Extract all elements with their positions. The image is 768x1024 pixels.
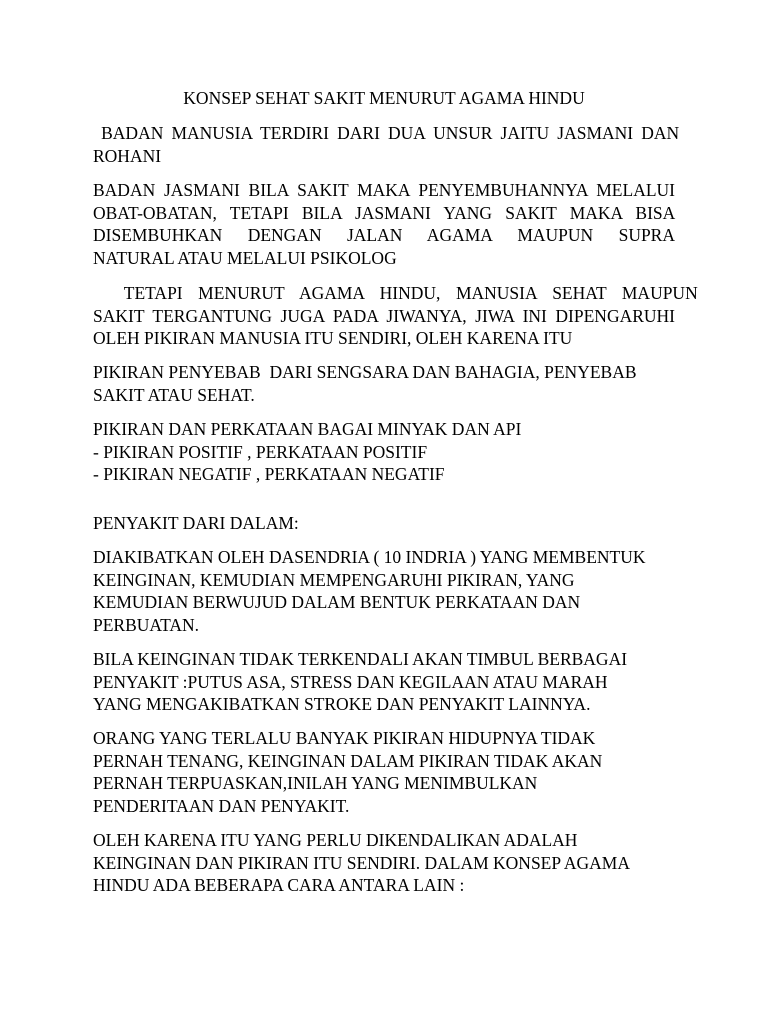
paragraph-line: PIKIRAN DAN PERKATAAN BAGAI MINYAK DAN API (93, 419, 522, 439)
paragraph-hindu-view (93, 282, 698, 350)
paragraph-line: BILA KEINGINAN TIDAK TERKENDALI AKAN TIMBUL BERBAGAI (93, 649, 628, 669)
paragraph-line: PENYAKIT :PUTUS ASA, STRESS DAN KEGILAAN ATAU MARAH (93, 671, 608, 692)
paragraph-line: BADAN MANUSIA TERDIRI DARI DUA UNSUR JAITU JASMANI DAN (93, 123, 680, 143)
paragraph-line: SAKIT ATAU SEHAT. (93, 384, 255, 405)
paragraph-line: OLEH PIKIRAN MANUSIA ITU SENDIRI, OLEH KARENA ITU (93, 328, 573, 348)
paragraph-oil-and-fire (93, 418, 675, 486)
paragraph-line: ROHANI (93, 145, 162, 166)
paragraph-line: BADAN JASMANI BILA SAKIT MAKA PENYEMBUHANNYA MELALUI (93, 180, 675, 200)
paragraph-line: NATURAL ATAU MELALUI PSIKOLOG (93, 247, 397, 268)
section-heading-internal-disease (93, 512, 675, 535)
list-item: - PIKIRAN POSITIF , PERKATAAN POSITIF (93, 441, 428, 462)
paragraph-line: TETAPI MENURUT AGAMA HINDU, MANUSIA SEHAT MAUPUN (93, 283, 698, 303)
paragraph-body-composition (93, 122, 680, 167)
document-title: KONSEP SEHAT SAKIT MENURUT AGAMA HINDU (183, 88, 585, 108)
paragraph-line: KEINGINAN DAN PIKIRAN ITU SENDIRI. DALAM KONSEP AGAMA (93, 852, 630, 873)
paragraph-line: OLEH KARENA ITU YANG PERLU DIKENDALIKAN ADALAH (93, 830, 578, 850)
paragraph-line: PERNAH TERPUASKAN,INILAH YANG MENIMBULKAN (93, 773, 538, 793)
paragraph-mind-cause (93, 361, 675, 406)
paragraph-line: DISEMBUHKAN DENGAN JALAN AGAMA MAUPUN SUPRA (93, 225, 675, 245)
section-heading: PENYAKIT DARI DALAM: (93, 513, 299, 533)
paragraph-line: YANG MENGAKIBATKAN STROKE DAN PENYAKIT LAINNYA. (93, 694, 591, 714)
paragraph-line: HINDU ADA BEBERAPA CARA ANTARA LAIN : (93, 875, 465, 895)
paragraph-uncontrolled-desire (93, 648, 675, 716)
paragraph-physical-healing (93, 179, 675, 269)
paragraph-line: PIKIRAN PENYEBAB DARI SENGSARA DAN BAHAGIA, PENYEBAB (93, 362, 637, 382)
paragraph-line: OBAT-OBATAN, TETAPI BILA JASMANI YANG SAKIT MAKA BISA (93, 202, 676, 223)
paragraph-line: DIAKIBATKAN OLEH DASENDRIA ( 10 INDRIA ) YANG MEMBENTUK (93, 547, 646, 567)
paragraph-line: SAKIT TERGANTUNG JUGA PADA JIWANYA, JIWA INI DIPENGARUHI (93, 305, 675, 326)
paragraph-too-many-thoughts (93, 727, 675, 817)
paragraph-line: ORANG YANG TERLALU BANYAK PIKIRAN HIDUPNYA TIDAK (93, 728, 596, 748)
paragraph-line: KEINGINAN, KEMUDIAN MEMPENGARUHI PIKIRAN, YANG (93, 569, 575, 590)
paragraph-line: PERBUATAN. (93, 614, 200, 635)
paragraph-dasendria (93, 546, 675, 636)
paragraph-control-methods (93, 829, 675, 897)
paragraph-line: KEMUDIAN BERWUJUD DALAM BENTUK PERKATAAN DAN (93, 592, 581, 612)
paragraph-line: PERNAH TENANG, KEINGINAN DALAM PIKIRAN TIDAK AKAN (93, 750, 603, 771)
paragraph-line: PENDERITAAN DAN PENYAKIT. (93, 795, 350, 816)
list-item: - PIKIRAN NEGATIF , PERKATAAN NEGATIF (93, 464, 445, 484)
